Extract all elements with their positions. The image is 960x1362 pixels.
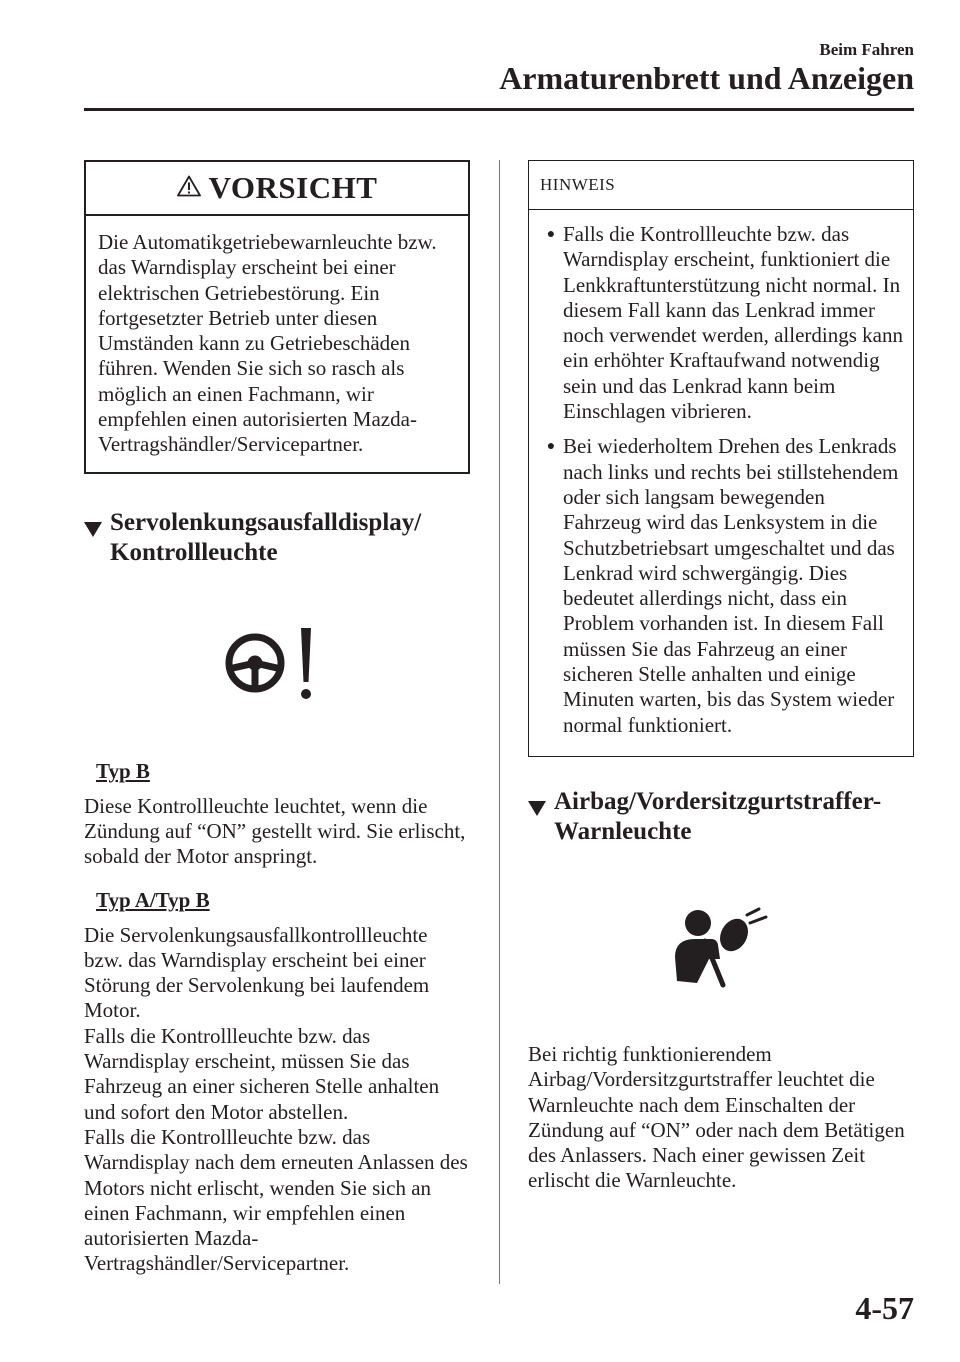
right-column: [528, 160, 914, 1194]
power-steering-heading: [84, 508, 470, 568]
typ-ab-label: Typ A/Typ B: [96, 887, 210, 912]
airbag-heading-line2: Warnleuchte: [554, 817, 692, 845]
warning-triangle-icon: [177, 175, 201, 202]
column-divider: [499, 160, 500, 1284]
typ-b-label: Typ B: [96, 758, 150, 783]
header-section: Beim Fahren: [819, 40, 914, 59]
airbag-heading-line1: Airbag/Vordersitzgurtstraffer-: [554, 787, 882, 815]
power-steering-heading-line2: Kontrollleuchte: [110, 538, 278, 566]
caution-box: [84, 160, 470, 474]
note-bullet-text: Bei wiederholtem Drehen des Lenkrads nach links und rechts bei stillstehendem oder sich langsam bewegenden Fahrzeug wird das Lenksystem in die Schutzbetriebsart umgeschaltet und das Lenkrad wird schwergängig. Dies bedeutet allerdings nicht, dass ein Problem vorhanden ist. In diesem Fall müssen Sie das Fahrzeug an einer sicheren Stelle anhalten und einige Minuten warten, bis das System wieder normal funktioniert.: [563, 434, 899, 737]
note-bullet: [539, 434, 903, 738]
airbag-seatbelt-icon: [671, 907, 771, 994]
section-triangle-icon: [528, 787, 548, 847]
typ-b-text: Diese Kontrollleuchte leuchtet, wenn die Zündung auf “ON” gestellt wird. Sie erlischt, sobald der Motor anspringt.: [84, 793, 466, 869]
note-bullet: [539, 222, 903, 424]
airbag-heading: [528, 787, 914, 847]
power-steering-para1: Die Servolenkungsausfallkontrollleuchte bzw. das Warndisplay erscheint bei einer Störung der Servolenkung bei laufendem Motor.: [84, 922, 430, 1023]
note-title: HINWEIS: [529, 161, 913, 210]
power-steering-para3: Falls die Kontrollleuchte bzw. das Warndisplay nach dem erneuten Anlassen des Motors nicht erlischt, wenden Sie sich an einen Fachmann, wir empfehlen einen autorisierten Mazda-Vertragshändler/Servicepartner.: [84, 1124, 468, 1276]
power-steering-para2: Falls die Kontrollleuchte bzw. das Warndisplay erscheint, müssen Sie das Fahrzeug an einer sicheren Stelle anhalten und sofort den Motor abstellen.: [84, 1023, 440, 1124]
bullet-dot-icon: ●: [546, 227, 556, 242]
steering-wheel-warning-icon: [222, 626, 332, 707]
airbag-text: Bei richtig funktionierendem Airbag/Vordersitzgurtstraffer leuchtet die Warnleuchte nach dem Einschalten der Zündung auf “ON” oder nach dem Betätigen des Anlassers. Nach einer gewissen Zeit erlischt die Warnleuchte.: [528, 1041, 905, 1193]
section-triangle-icon: [84, 508, 104, 568]
left-column: [84, 160, 470, 1277]
header-chapter: Armaturenbrett und Anzeigen: [499, 60, 914, 96]
caution-text: Die Automatikgetriebewarnleuchte bzw. das Warndisplay erscheint bei einer elektrischen Getriebestörung. Ein fortgesetzter Betrieb unter diesen Umständen kann zu Getriebeschäden führen. Wenden Sie sich so rasch als möglich an einen Fachmann, wir empfehlen einen autorisierten Mazda-Vertragshändler/Servicepartner.: [98, 230, 437, 457]
page-number: 4-57: [855, 1290, 914, 1326]
note-box: [528, 160, 914, 757]
bullet-dot-icon: ●: [546, 439, 556, 455]
caution-title: VORSICHT: [208, 170, 378, 205]
power-steering-heading-line1: Servolenkungsausfalldisplay/: [110, 508, 422, 536]
caution-header: [86, 162, 468, 216]
note-bullet-text: Falls die Kontrollleuchte bzw. das Warndisplay erscheint, funktioniert die Lenkkraftunterstützung nicht normal. In diesem Fall kann das Lenkrad immer noch verwendet werden, allerdings kann ein erhöhter Kraftaufwand notwendig sein und das Lenkrad kann beim Einschlagen vibrieren.: [563, 222, 903, 424]
header-rule: [84, 108, 914, 111]
